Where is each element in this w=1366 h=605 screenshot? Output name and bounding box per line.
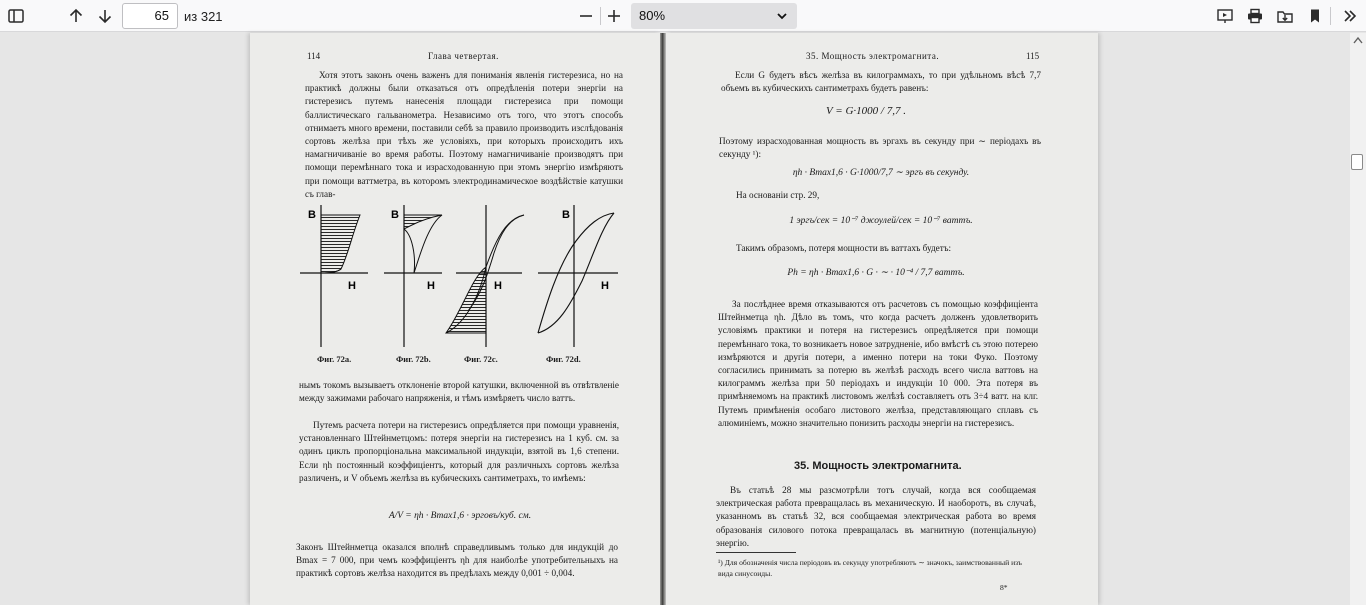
zoom-out-button[interactable] (574, 4, 598, 28)
page-number: 114 (307, 51, 321, 61)
save-icon (1276, 7, 1294, 25)
toolbar-separator (1330, 7, 1331, 25)
formula: ηh · Bmax1,6 · G·1000/7,7 ∼ эргъ въ секунду. (792, 168, 970, 178)
presentation-icon (1216, 7, 1234, 25)
page-number-input[interactable]: 65 (122, 3, 178, 29)
paragraph: Хотя этотъ законъ очень важенъ для пониманія явленія гистерезиса, но на практикѣ должны были отказаться отъ опредѣленія потери энергіи на гистерезисъ путемъ нанесенія площади гистерезиса при помощи баллистическаго гальванометра. Независимо отъ того, что этотъ способъ отнимаетъ много времени, поставили себѣ за правило производить изслѣдованія сортовъ желѣза при тѣхъ же условіяхъ, при которыхъ происходитъ ихъ намагничиваніе во время работы. Поэтому намагничиваніе производятъ при помощи перемѣннаго тока и израсходованную при этомъ энергію измѣряютъ при помощи ваттметра, въ которомъ электродинамическое воздѣйствіе катушки съ глав- (305, 70, 623, 199)
running-header: Глава четвертая. (428, 51, 499, 61)
formula: Ph = ηh · Bmax1,6 · G · ∼ · 10⁻⁴ / 7,7 ваттъ. (787, 268, 965, 278)
vertical-scrollbar[interactable] (1350, 33, 1366, 605)
toolbar-separator (600, 7, 601, 25)
page-114 (250, 33, 660, 605)
figure-72b (384, 205, 442, 347)
scroll-up-arrow-icon[interactable] (1353, 36, 1363, 44)
axis-label-b: B (391, 209, 399, 221)
footnote-rule (716, 552, 796, 553)
figure-72c (446, 205, 524, 347)
printer-signature: 8* (1000, 583, 1008, 592)
paragraph: Путемъ расчета потери на гистерезисъ опредѣляется при помощи уравненія, установленнаго Штейнметцомъ: потеря энергіи на гистерезисъ на 1 куб. см. за одинъ циклъ пропорціональна максимальной индукціи, взятой въ 1,6 степени. Если ηh постоянный коэффиціентъ, который для различныхъ сортовъ желѣза различенъ, и V объемъ желѣза въ кубическихъ сантиметрахъ, то имѣемъ: (299, 420, 619, 483)
sidebar-toggle-icon (7, 7, 25, 25)
paragraph: На основаніи стр. 29, (736, 190, 820, 200)
previous-page-button[interactable] (64, 4, 88, 28)
more-tools-button[interactable] (1338, 4, 1362, 28)
save-button[interactable] (1273, 4, 1297, 28)
figure-caption: Фиг. 72c. (464, 354, 498, 364)
footnote: ¹) Для обозначенія числа періодовъ въ секунду употребляютъ ∼ значокъ, заимствованный изъ вида синусоиды. (718, 558, 1022, 578)
section-title: 35. Мощность электромагнита. (794, 460, 962, 472)
axis-label-b: B (308, 209, 316, 221)
figure-caption: Фиг. 72b. (396, 354, 431, 364)
paragraph: нымъ токомъ вызываетъ отклоненіе второй катушки, включенной въ отвѣтвленіе между зажимами рабочаго напряженія, и тѣмъ измѣряетъ число ваттъ. (299, 380, 619, 404)
paragraph: Законъ Штейнметца оказался вполнѣ справедливымъ только для индукцій до Bmax = 7 000, при чемъ коэффиціентъ ηh для наиболѣе употребительныхъ на практикѣ сортовъ желѣза находится въ предѣлахъ между 0,001 ÷ 0,004. (296, 542, 618, 579)
pdf-toolbar (0, 0, 1366, 32)
page-115 (666, 33, 1098, 605)
axis-label-h: H (601, 280, 609, 292)
zoom-out-icon (577, 7, 595, 25)
scrollbar-thumb[interactable] (1351, 154, 1363, 170)
print-button[interactable] (1243, 4, 1267, 28)
paragraph: Поэтому израсходованная мощность въ эргахъ въ секунду при ∼ періодахъ въ секунду ¹): (719, 136, 1041, 160)
formula: 1 эргъ/сек = 10⁻⁷ джоулей/сек = 10⁻⁷ ваттъ. (789, 216, 973, 226)
next-page-button[interactable] (93, 4, 117, 28)
paragraph: Если G будетъ вѣсъ желѣза въ килограммахъ, то при удѣльномъ вѣсѣ 7,7 объемъ въ кубическихъ сантиметрахъ будетъ равенъ: (721, 70, 1041, 94)
hysteresis-figures (296, 195, 626, 367)
paragraph: Въ статьѣ 28 мы разсмотрѣли тотъ случай, когда вся сообщаемая электрическая работа превращалась въ механическую. И наоборотъ, въ случаѣ, указанномъ въ статьѣ 32, вся сообщаемая электрическая работа во время образованія силового потока превращалась въ магнитную (потенціальную) энергію. (716, 485, 1036, 548)
page-number: 115 (1026, 51, 1040, 61)
formula: A/V = ηh · Bmax1,6 · эрговъ/куб. см. (388, 511, 532, 521)
figure-72a (300, 205, 368, 347)
sidebar-toggle-button[interactable] (4, 4, 28, 28)
print-icon (1246, 7, 1264, 25)
axis-label-h: H (348, 280, 356, 292)
axis-label-h: H (494, 280, 502, 292)
zoom-in-icon (605, 7, 623, 25)
page-total-label: из 321 (184, 9, 223, 24)
axis-label-h: H (427, 280, 435, 292)
formula: V = G·1000 / 7,7 . (826, 105, 906, 117)
presentation-mode-button[interactable] (1213, 4, 1237, 28)
paragraph: За послѣднее время отказываются отъ расчетовъ съ помощью коэффиціента Штейнметца ηh. Дѣло въ томъ, что когда расчетъ долженъ удовлетворить условіямъ практики и потеря на гистерезисъ опредѣляется при помощи перемѣннаго тока, то возникаетъ новое затрудненіе, ибо вмѣстѣ съ этою потерею измѣряются и другія потери, а именно потери на токи Фуко. Поэтому согласились принимать за потерю въ желѣзѣ расходъ всего числа ваттовъ на килограммъ желѣза при 50 періодахъ и индукціи 10 000. Эта потеря въ примѣняемомъ на практикѣ листовомъ желѣзѣ составляетъ отъ 3÷4 ватт. на клг. Путемъ примѣненія особаго листового желѣза, представляющаго сплавъ съ алюминіемъ, можно значительно понизить расходы энергіи на гистерезисъ. (718, 299, 1038, 428)
arrow-down-icon (96, 7, 114, 25)
more-tools-icon (1341, 7, 1359, 25)
bookmark-icon (1306, 7, 1324, 25)
zoom-value: 80% (639, 8, 666, 23)
chevron-down-icon (775, 9, 789, 23)
zoom-in-button[interactable] (602, 4, 626, 28)
arrow-up-icon (67, 7, 85, 25)
paragraph: Такимъ образомъ, потеря мощности въ ваттахъ будетъ: (736, 243, 952, 253)
bookmark-button[interactable] (1303, 4, 1327, 28)
zoom-select[interactable] (631, 3, 797, 29)
figure-caption: Фиг. 72d. (546, 354, 581, 364)
figure-caption: Фиг. 72a. (317, 354, 352, 364)
running-header: 35. Мощность электромагнита. (806, 51, 940, 61)
axis-label-b: B (562, 209, 570, 221)
figure-72d (538, 205, 618, 347)
